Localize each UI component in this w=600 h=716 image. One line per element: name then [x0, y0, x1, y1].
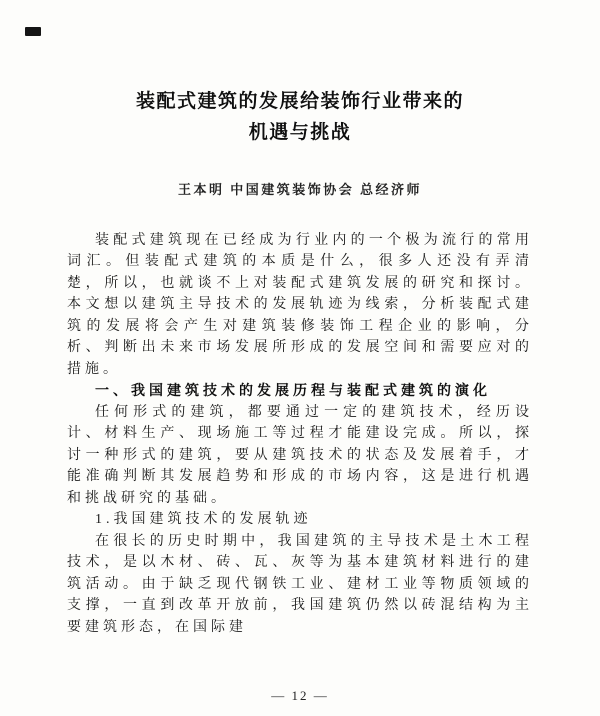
section-heading: 一、我国建筑技术的发展历程与装配式建筑的演化 [95, 382, 491, 399]
paragraph-intro: 装配式建筑现在已经成为行业内的一个极为流行的常用词汇。但装配式建筑的本质是什么，很多人还没有弄清楚，所以，也就谈不上对装配式建筑发展的研究和探讨。本文想以建筑主导技术的发展轨迹为线索，分析装配式建筑的发展将会产生对建筑装修装饰工程企业的影响，分析、判断出未来市场发展所形成的发展空间和需要应对的措施。 [67, 232, 533, 377]
scan-artifact-mark [25, 27, 41, 36]
subsection-heading: 1.我国建筑技术的发展轨迹 [95, 512, 312, 528]
article-byline: 王本明 中国建筑装饰协会 总经济师 [177, 181, 422, 197]
article-title [67, 86, 533, 149]
article-body [67, 230, 533, 639]
article-title-line2: 机遇与挑战 [248, 122, 352, 144]
paragraph-subsection-body: 在很长的历史时期中，我国建筑的主导技术是土木工程技术，是以木材、砖、瓦、灰等为基本建筑材料进行的建筑活动。由于缺乏现代钢铁工业、建材工业等物质领域的支撑，一直到改革开放前，我国建筑仍然以砖混结构为主要建筑形态，在国际建 [67, 533, 533, 635]
article-title-line1: 装配式建筑的发展给装饰行业带来的 [135, 91, 464, 112]
page-number: — 12 — [271, 688, 329, 703]
paragraph-section-body: 任何形式的建筑，都要通过一定的建筑技术，经历设计、材料生产、现场施工等过程才能建设完成。所以，探讨一种形式的建筑，要从建筑技术的状态及发展着手，才能准确判断其发展趋势和形成的市场内容，这是进行机遇和挑战研究的基础。 [67, 404, 533, 506]
page-content [67, 86, 533, 638]
